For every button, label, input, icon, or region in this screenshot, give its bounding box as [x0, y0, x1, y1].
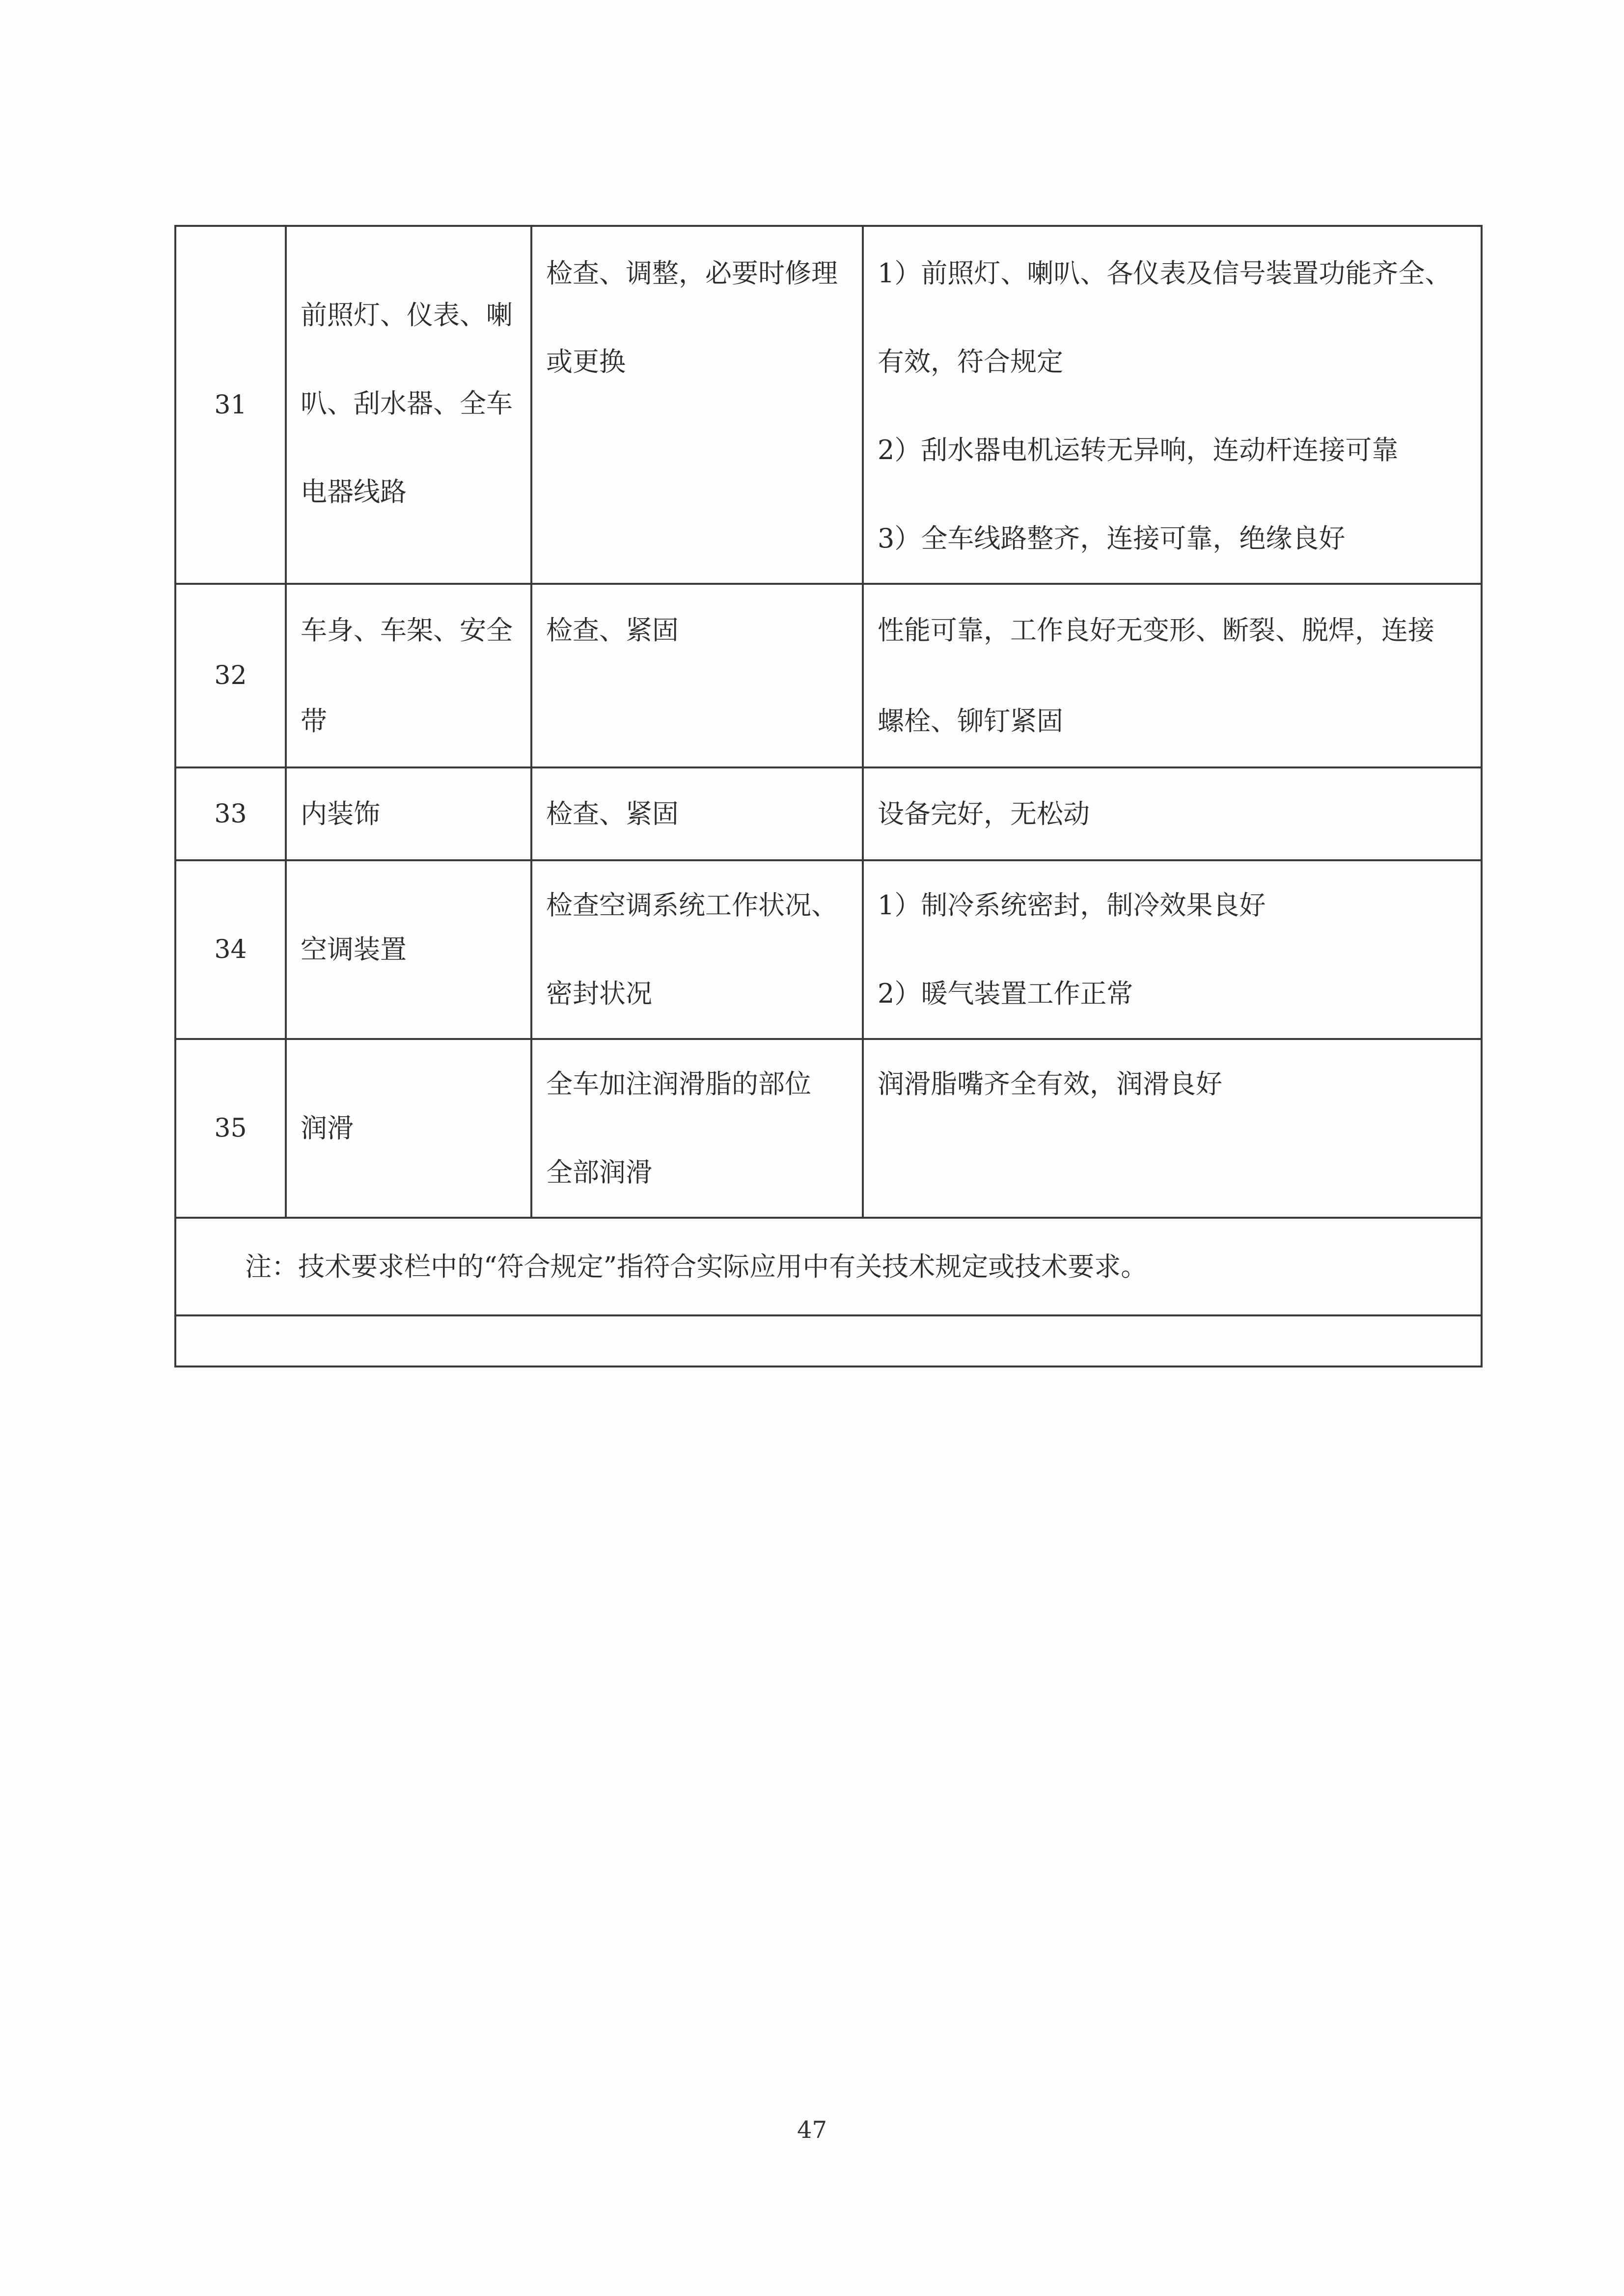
table-row	[175, 860, 1482, 1039]
action-cell	[531, 860, 863, 1039]
table-row	[175, 226, 1482, 584]
item-cell	[286, 767, 531, 860]
row-number: 32	[175, 584, 286, 767]
table-row	[175, 1039, 1482, 1218]
item-text: 前照灯、仪表、喇	[301, 300, 513, 330]
requirement-text: 性能可靠，工作良好无变形、断裂、脱焊，连接	[878, 615, 1434, 646]
row-number: 34	[175, 860, 286, 1039]
action-text: 全部润滑	[546, 1157, 652, 1188]
item-text: 车身、车架、安全	[301, 615, 513, 646]
action-cell	[531, 226, 863, 584]
action-text: 检查、紧固	[546, 798, 679, 829]
requirement-cell	[863, 226, 1482, 584]
action-text: 检查空调系统工作状况、	[546, 890, 838, 921]
requirement-cell	[863, 860, 1482, 1039]
requirement-cell	[863, 767, 1482, 860]
item-text: 空调装置	[301, 934, 407, 965]
table-row	[175, 767, 1482, 860]
requirement-text: 有效，符合规定	[878, 346, 1063, 377]
table-note: 注：技术要求栏中的“符合规定”指符合实际应用中有关技术规定或技术要求。	[175, 1218, 1482, 1315]
item-text: 润滑	[301, 1113, 354, 1144]
item-cell	[286, 584, 531, 767]
action-text: 或更换	[546, 346, 626, 377]
item-cell	[286, 1039, 531, 1218]
item-text: 电器线路	[301, 476, 407, 507]
item-text: 叭、刮水器、全车	[301, 388, 513, 419]
requirement-text: 1）制冷系统密封，制冷效果良好	[878, 890, 1266, 921]
maintenance-table	[174, 225, 1483, 1367]
action-text: 检查、紧固	[546, 615, 679, 646]
requirement-text: 2）刮水器电机运转无异响，连动杆连接可靠	[878, 435, 1399, 465]
requirement-text: 2）暖气装置工作正常	[878, 978, 1133, 1009]
row-number: 31	[175, 226, 286, 584]
blank-cell	[175, 1315, 1482, 1367]
blank-row	[175, 1315, 1482, 1367]
action-cell	[531, 1039, 863, 1218]
action-cell	[531, 584, 863, 767]
table-row	[175, 584, 1482, 767]
item-cell	[286, 226, 531, 584]
requirement-text: 螺栓、铆钉紧固	[878, 706, 1063, 737]
row-number: 33	[175, 767, 286, 860]
action-text: 全车加注润滑脂的部位	[546, 1068, 811, 1099]
requirement-text: 设备完好，无松动	[878, 798, 1090, 829]
requirement-cell	[863, 1039, 1482, 1218]
item-text: 内装饰	[301, 798, 380, 829]
requirement-text: 润滑脂嘴齐全有效，润滑良好	[878, 1068, 1222, 1099]
action-text: 密封状况	[546, 978, 652, 1009]
action-cell	[531, 767, 863, 860]
item-cell	[286, 860, 531, 1039]
page-number: 47	[797, 2116, 827, 2144]
row-number: 35	[175, 1039, 286, 1218]
item-text: 带	[301, 706, 327, 737]
requirement-text: 1）前照灯、喇叭、各仪表及信号装置功能齐全、	[878, 258, 1452, 289]
note-row	[175, 1218, 1482, 1315]
requirement-text: 3）全车线路整齐，连接可靠，绝缘良好	[878, 523, 1346, 554]
action-text: 检查、调整，必要时修理	[546, 258, 838, 289]
requirement-cell	[863, 584, 1482, 767]
